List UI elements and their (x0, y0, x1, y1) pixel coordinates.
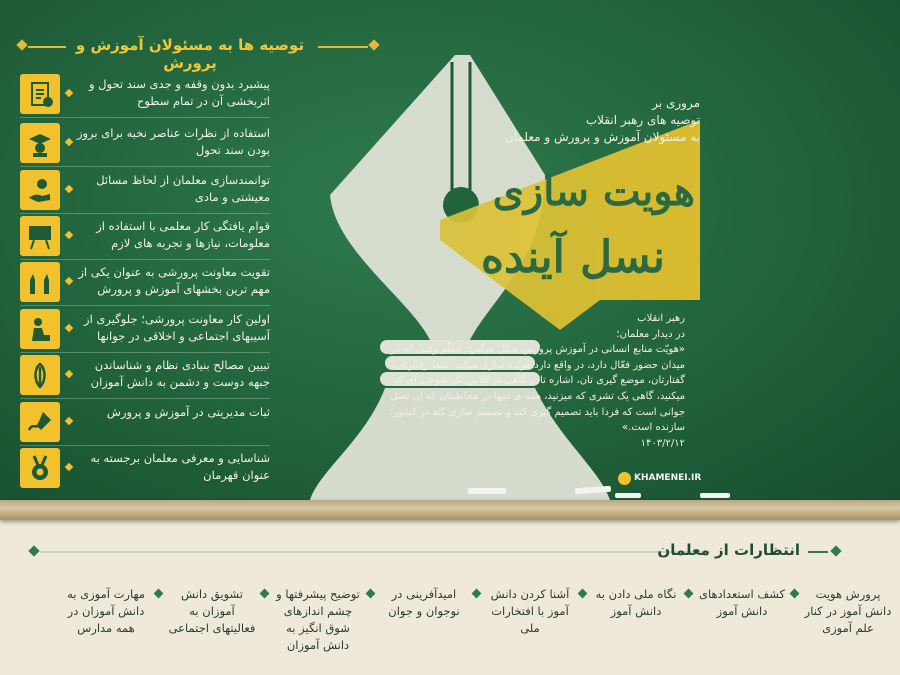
recommendation-item (20, 216, 270, 256)
expectation-item: تشویق دانش آموزان به فعالیتهای اجتماعی (168, 587, 256, 635)
recommendation-item (20, 170, 270, 210)
expectations-title: انتظارات از معلمان (657, 541, 800, 559)
recommendation-item (20, 309, 270, 349)
recommendation-text: قوام یافتگی کار معلمی با استفاده از معلومات، نیازها و تجربه های لازم (96, 219, 270, 250)
recommendation-text: تبیین مصالح بنیادی نظام و شناساندن جبهه دوست و دشمن به دانش آموزان (90, 358, 270, 389)
recommendation-text: استفاده از نظرات عناصر نخبه برای بروز بودن سند تحول (76, 126, 270, 157)
row-divider (20, 445, 270, 446)
row-divider (20, 305, 270, 306)
quote-date: ۱۴۰۳/۲/۱۲ (640, 437, 685, 449)
expectation-item: پرورش هویت دانش آموز در کنار علم آموزی (804, 587, 892, 635)
row-divider (20, 117, 270, 118)
bullet-diamond (65, 277, 73, 285)
section-diamond (28, 545, 39, 556)
iran-emblem-icon (20, 355, 60, 395)
headline-line-2: نسل آینده (480, 232, 665, 283)
expectation-item: امیدآفرینی در نوجوان و جوان (388, 587, 460, 618)
recommendation-text: توانمندسازی معلمان از لحاظ مسائل معیشتی و مادی (96, 173, 270, 204)
row-divider (20, 352, 270, 353)
row-divider (20, 166, 270, 167)
bullet-diamond (65, 185, 73, 193)
bullet-diamond (578, 589, 588, 599)
recommendation-item (20, 74, 270, 114)
signature-pen-icon (20, 402, 60, 442)
bullet-diamond (472, 589, 482, 599)
recommendation-text: پیشبرد بدون وقفه و جدی سند تحول و اثربخشی آن در تمام سطوح (88, 77, 270, 108)
leader-quote (375, 311, 685, 451)
hand-money-icon (20, 170, 60, 210)
recommendations-title: توصیه ها به مسئولان آموزش و پرورش (75, 36, 305, 72)
bullet-diamond (790, 589, 800, 599)
intro-text (480, 95, 700, 146)
student-desk-icon (20, 309, 60, 349)
blackboard-icon (20, 216, 60, 256)
medal-icon (20, 448, 60, 488)
chalk-piece (615, 493, 641, 498)
row-divider (20, 213, 270, 214)
board-frame (0, 500, 900, 520)
bullet-diamond (684, 589, 694, 599)
bullet-diamond (65, 370, 73, 378)
bullet-diamond (65, 463, 73, 471)
bullet-diamond (260, 589, 270, 599)
bullet-diamond (65, 417, 73, 425)
headline-line-1: هویت سازی (492, 168, 695, 215)
bullet-diamond (65, 324, 73, 332)
expectation-item: توضیح پیشرفتها و چشم اندازهای شوق انگیز به دانش آموزان (276, 587, 360, 652)
expectation-item: مهارت آموزی به دانش آموزان در همه مدارس (67, 587, 145, 635)
bullet-diamond (366, 589, 376, 599)
recommendation-item (20, 123, 270, 163)
intro-line: به مسئولان آموزش و پرورش و معلمان (504, 130, 700, 144)
section-rule (808, 551, 828, 553)
quote-attribution: رهبر انقلاب (637, 313, 685, 324)
bullet-diamond (65, 231, 73, 239)
intro-line: توصیه های رهبر انقلاب (585, 113, 700, 127)
intro-line: مروری بر (652, 96, 700, 110)
graduate-icon (20, 123, 60, 163)
recommendation-text: تقویت معاونت پرورشی به عنوان یکی از مهم ترین بخشهای آموزش و پرورش (78, 265, 270, 296)
expectation-item: آشنا کردن دانش آموز با افتخارات ملی (490, 587, 570, 635)
chalk-piece (700, 493, 730, 498)
recommendation-text: شناسایی و معرفی معلمان برجسته به عنوان قهرمان (90, 451, 270, 482)
recommendation-text: ثبات مدیریتی در آموزش و پرورش (106, 405, 270, 419)
bullet-diamond (65, 89, 73, 97)
document-check-icon (20, 74, 60, 114)
section-diamond (830, 545, 841, 556)
recommendation-item (20, 402, 270, 442)
recommendation-item (20, 355, 270, 395)
bullet-diamond (65, 138, 73, 146)
recommendation-item (20, 448, 270, 488)
recommendation-item (20, 262, 270, 302)
logo-icon (618, 472, 631, 485)
bullet-diamond (154, 589, 164, 599)
recommendation-text: اولین کار معاونت پرورشی؛ جلوگیری از آسیبهای اجتماعی و اخلاقی در جوانها (84, 312, 270, 343)
raised-hands-icon (20, 262, 60, 302)
quote-attribution: در دیدار معلمان؛ (616, 328, 685, 340)
header-rule (318, 46, 368, 48)
row-divider (20, 398, 270, 399)
chalk-piece (468, 488, 506, 494)
expectation-item: نگاه ملی دادن به دانش آموز (595, 587, 677, 618)
site-logo: KHAMENEI.IR (634, 473, 702, 483)
row-divider (20, 259, 270, 260)
quote-text: «هویّت منابع انسانی در آموزش پرورش شکل میگیرد. معلّم وقتی که در میدان حضور فعّال دارد، در واقع دارد هویّت سازی میکند. شما رفتارتان، گفتارتان، موضع گیری تان، اشاره تان، گاهی در کلاس یک شوخی ای که میکنید، گاهی یک تشری که میزنید، همه ی اینها در مخاطبتان که آن نسل جوانی است که فردا باید تصمیم گیری کند و تصمیم سازی کند در کشور، سازنده است.» (389, 344, 685, 434)
expectation-item: کشف استعدادهای دانش آموز (698, 587, 786, 618)
